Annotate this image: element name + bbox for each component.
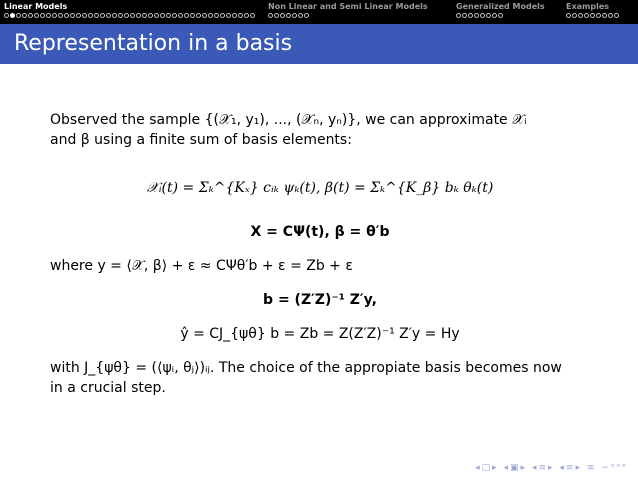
first-icon[interactable]: ◂ [475, 463, 482, 473]
slide-title-bar [0, 24, 638, 64]
closing-line-1: with J_{ψθ} = (⟨ψᵢ, θⱼ⟩)ᵢⱼ. The choice of the appropiate basis becomes now [50, 360, 562, 376]
search-icon[interactable]: ∽ [601, 463, 611, 473]
slide-title: Representation in a basis [14, 31, 293, 56]
frame-dot[interactable] [590, 13, 595, 18]
frame-dot[interactable] [46, 13, 51, 18]
frame-dot[interactable] [614, 13, 619, 18]
frame-dot[interactable] [4, 13, 9, 18]
beamer-navigation[interactable] [475, 463, 628, 473]
frame-dot[interactable] [498, 13, 503, 18]
intro-line-2: and β using a finite sum of basis elements: [50, 132, 352, 148]
section-prev-icon[interactable]: ◂≡▸ [531, 463, 555, 473]
frame-dot[interactable] [64, 13, 69, 18]
frame-dot[interactable] [566, 13, 571, 18]
frame-dot[interactable] [304, 13, 309, 18]
frame-dot[interactable] [280, 13, 285, 18]
frame-dot[interactable] [208, 13, 213, 18]
frame-dot[interactable] [130, 13, 135, 18]
frame-dot[interactable] [40, 13, 45, 18]
frame-dot[interactable] [94, 13, 99, 18]
frame-dot[interactable] [486, 13, 491, 18]
frame-dot[interactable] [10, 13, 15, 18]
frame-next-icon[interactable]: ▣▸ [510, 463, 528, 473]
frame-dot[interactable] [82, 13, 87, 18]
frame-dot[interactable] [608, 13, 613, 18]
progress-dots-generalized[interactable] [456, 13, 503, 21]
frame-dot[interactable] [166, 13, 171, 18]
frame-dot[interactable] [154, 13, 159, 18]
frame-dot[interactable] [178, 13, 183, 18]
equation-basis-expansion: 𝒳ᵢ(t) = Σₖ^{Kₓ} cᵢₖ ψₖ(t), β(t) = Σₖ^{K_β} bₖ θₖ(t) [146, 180, 494, 196]
frame-dot[interactable] [76, 13, 81, 18]
frame-dot[interactable] [602, 13, 607, 18]
frame-dot[interactable] [118, 13, 123, 18]
frame-dot[interactable] [238, 13, 243, 18]
frame-dot[interactable] [148, 13, 153, 18]
frame-dot[interactable] [184, 13, 189, 18]
closing-line-2: in a crucial step. [50, 380, 166, 396]
frame-dot[interactable] [52, 13, 57, 18]
frame-dot[interactable] [70, 13, 75, 18]
frame-dot[interactable] [142, 13, 147, 18]
frame-dot[interactable] [136, 13, 141, 18]
align-icon[interactable]: ≡ [586, 463, 597, 473]
frame-dot[interactable] [274, 13, 279, 18]
frame-dot[interactable] [286, 13, 291, 18]
equation-matrix-form: X = CΨ(t), β = θ′b [250, 224, 390, 240]
nav-section-generalized[interactable]: Generalized Models [456, 2, 545, 11]
progress-dots-nonlinear[interactable] [268, 13, 309, 21]
frame-dot[interactable] [190, 13, 195, 18]
header-bar [0, 0, 638, 24]
frame-dot[interactable] [474, 13, 479, 18]
frame-dot[interactable] [298, 13, 303, 18]
frame-dot[interactable] [596, 13, 601, 18]
frame-dot[interactable] [456, 13, 461, 18]
frame-dot[interactable] [220, 13, 225, 18]
frame-dot[interactable] [106, 13, 111, 18]
frame-dot[interactable] [578, 13, 583, 18]
slide-body [50, 110, 590, 398]
equation-fitted-values: ŷ = CJ_{ψθ} b = Zb = Z(Z′Z)⁻¹ Z′y = Hy [180, 326, 460, 342]
frame-dot[interactable] [480, 13, 485, 18]
intro-line-1: Observed the sample {(𝒳₁, y₁), ..., (𝒳ₙ, yₙ)}, we can approximate 𝒳ᵢ [50, 112, 527, 128]
frame-dot[interactable] [572, 13, 577, 18]
where-line: where y = ⟨𝒳, β⟩ + ε ≈ CΨθ′b + ε = Zb + ε [50, 258, 353, 274]
frame-dot[interactable] [34, 13, 39, 18]
frame-dot[interactable] [232, 13, 237, 18]
frame-dot[interactable] [244, 13, 249, 18]
prev-icon[interactable]: □▸ [481, 463, 499, 473]
frame-dot[interactable] [28, 13, 33, 18]
nav-section-nonlinear[interactable]: Non Linear and Semi Linear Models [268, 2, 428, 11]
frame-dot[interactable] [202, 13, 207, 18]
frame-dot[interactable] [16, 13, 21, 18]
frame-dot[interactable] [292, 13, 297, 18]
frame-dot[interactable] [250, 13, 255, 18]
equation-estimator: b = (Z′Z)⁻¹ Z′y, [263, 292, 377, 308]
frame-dot[interactable] [268, 13, 273, 18]
progress-dots-linear[interactable] [4, 13, 255, 21]
frame-dot[interactable] [22, 13, 27, 18]
frame-dot[interactable] [100, 13, 105, 18]
frame-dot[interactable] [214, 13, 219, 18]
progress-dots-examples[interactable] [566, 13, 619, 21]
frame-dot[interactable] [226, 13, 231, 18]
subsection-icon[interactable]: ◂≡▸ [559, 463, 582, 473]
frame-dot[interactable] [112, 13, 117, 18]
frame-dot[interactable] [160, 13, 165, 18]
nav-section-examples[interactable]: Examples [566, 2, 610, 11]
frame-dot[interactable] [462, 13, 467, 18]
frame-dot[interactable] [124, 13, 129, 18]
frame-dot[interactable] [584, 13, 589, 18]
frame-dot[interactable] [88, 13, 93, 18]
frame-dot[interactable] [492, 13, 497, 18]
frame-dot[interactable] [196, 13, 201, 18]
frame-dot[interactable] [58, 13, 63, 18]
frame-prev-icon[interactable]: ◂ [503, 463, 511, 473]
frame-dot[interactable] [468, 13, 473, 18]
frame-dot[interactable]: ᵒᵒᵒ [610, 463, 628, 473]
frame-dot[interactable] [172, 13, 177, 18]
nav-section-linear-models[interactable]: Linear Models [4, 2, 68, 11]
